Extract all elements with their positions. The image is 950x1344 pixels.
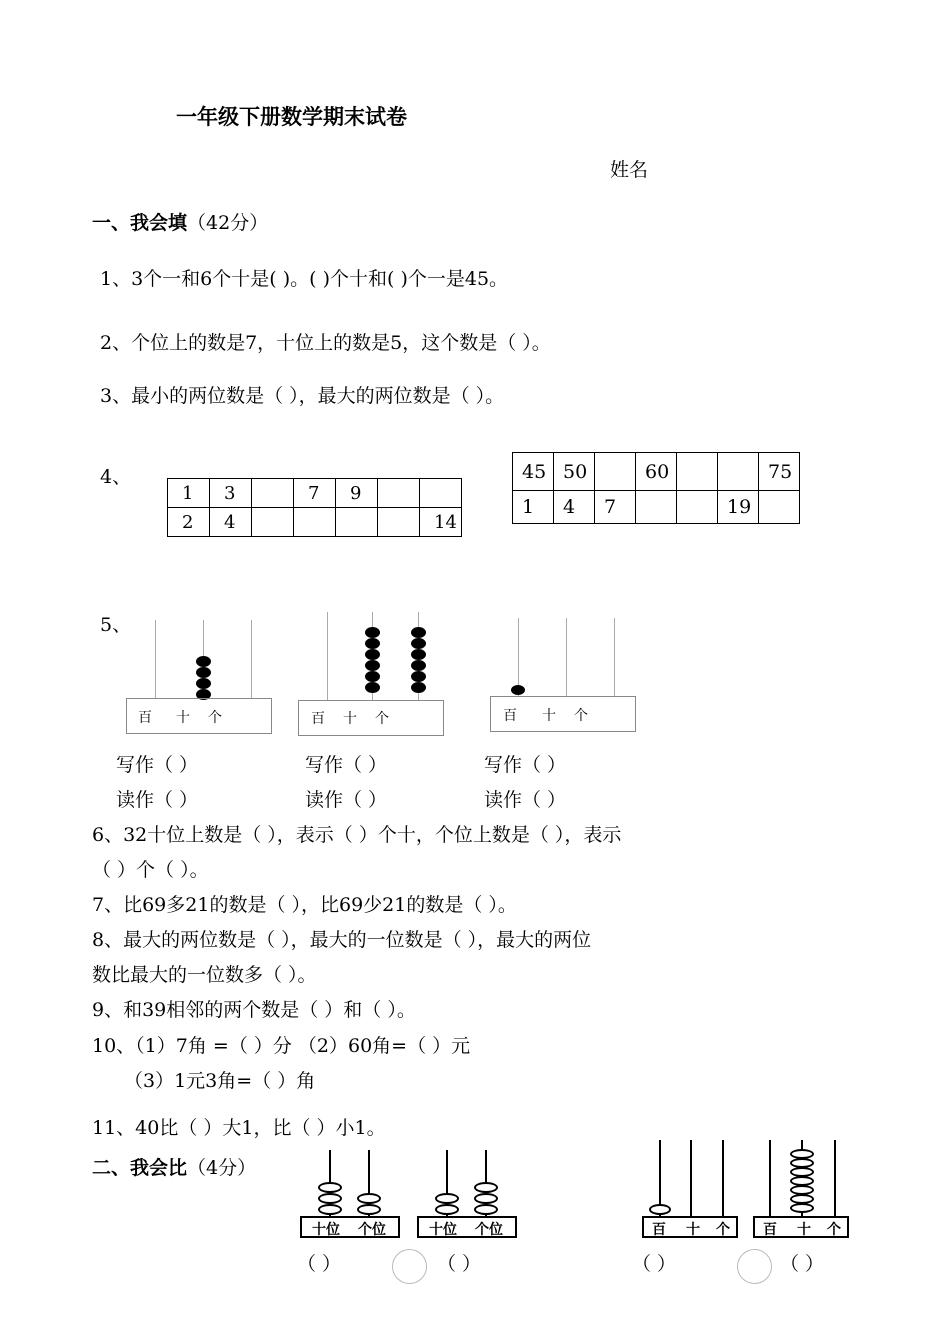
abacus-bead bbox=[196, 667, 211, 678]
abacus-base bbox=[753, 1216, 849, 1238]
page-title: 一年级下册数学期末试卷 bbox=[176, 105, 407, 129]
table2-cell: 50 bbox=[554, 453, 595, 491]
abacus-rod bbox=[566, 618, 567, 696]
place-label-hundreds: 百 bbox=[311, 711, 325, 727]
table1-cell: 7 bbox=[294, 479, 336, 508]
abacus-rod bbox=[155, 620, 156, 698]
write-answer-1: 写作（ ） bbox=[116, 754, 199, 776]
write-answer-3: 写作（ ） bbox=[484, 754, 567, 776]
abacus-bead bbox=[365, 649, 380, 660]
question-5-label: 5、 bbox=[100, 614, 132, 636]
compare-answer-3: （ ） bbox=[632, 1253, 677, 1275]
table1-cell bbox=[252, 479, 294, 508]
place-label-ones: 个 bbox=[208, 710, 222, 726]
table1-cell: 9 bbox=[336, 479, 378, 508]
table1-cell: 4 bbox=[210, 508, 252, 537]
abacus-bead bbox=[435, 1193, 459, 1204]
table2-cell bbox=[759, 491, 800, 524]
abacus-base bbox=[300, 1216, 400, 1238]
abacus-rod bbox=[251, 620, 252, 698]
section-2-title: 二、我会比 bbox=[92, 1157, 188, 1179]
table2-row bbox=[513, 453, 800, 491]
question-7: 7、比69多21的数是（ ），比69少21的数是（ ）。 bbox=[92, 894, 517, 916]
name-label: 姓名 bbox=[610, 159, 649, 181]
abacus-bead bbox=[318, 1182, 342, 1193]
read-answer-3: 读作（ ） bbox=[484, 789, 567, 811]
abacus-bead bbox=[365, 627, 380, 638]
abacus-rod bbox=[614, 618, 615, 696]
abacus-rod bbox=[834, 1140, 836, 1216]
section-1-title: 一、我会填 bbox=[92, 212, 188, 234]
abacus-bead bbox=[196, 656, 211, 667]
read-answer-1: 读作（ ） bbox=[116, 789, 199, 811]
compare-answer-2: （ ） bbox=[437, 1253, 482, 1275]
table1-cell: 1 bbox=[168, 479, 210, 508]
table1-row bbox=[168, 479, 462, 508]
abacus-bead bbox=[435, 1204, 459, 1215]
abacus-bead bbox=[365, 682, 380, 693]
abacus-bead bbox=[196, 678, 211, 689]
table1-cell: 14 bbox=[420, 508, 462, 537]
place-label-hundreds: 百 bbox=[763, 1222, 777, 1238]
table1-cell bbox=[252, 508, 294, 537]
question-11: 11、40比（ ）大1，比（ ）小1。 bbox=[92, 1117, 386, 1139]
question-8-line-2: 数比最大的一位数多（ ）。 bbox=[92, 964, 317, 986]
abacus-bead bbox=[411, 638, 426, 649]
abacus-rod bbox=[327, 612, 328, 700]
table2-cell bbox=[677, 491, 718, 524]
abacus-rod bbox=[690, 1140, 692, 1216]
section-2-points: （4分） bbox=[187, 1157, 257, 1179]
compare-answer-1: （ ） bbox=[297, 1253, 342, 1275]
abacus-rod bbox=[722, 1140, 724, 1216]
table2-row bbox=[513, 491, 800, 524]
table1-cell bbox=[378, 479, 420, 508]
place-label-hundreds: 百 bbox=[652, 1222, 666, 1238]
compare-answer-4: （ ） bbox=[780, 1253, 825, 1275]
compare-circle[interactable] bbox=[392, 1249, 427, 1284]
question-4-label: 4、 bbox=[100, 466, 132, 488]
place-label-ones: 个 bbox=[574, 708, 588, 724]
question-1: 1、3个一和6个十是( )。( )个十和( )个一是45。 bbox=[100, 268, 509, 290]
abacus-bead bbox=[365, 638, 380, 649]
place-label-tens: 十 bbox=[542, 708, 556, 724]
place-label-tens: 十 bbox=[686, 1222, 700, 1238]
table2-cell: 4 bbox=[554, 491, 595, 524]
abacus-bead bbox=[411, 682, 426, 693]
section-1-points: （42分） bbox=[187, 212, 269, 234]
question-10-line-2: （3）1元3角=（ ）角 bbox=[124, 1070, 316, 1092]
section-2-heading bbox=[92, 1153, 256, 1180]
table2-cell bbox=[718, 453, 759, 491]
abacus-bead bbox=[411, 627, 426, 638]
table1-cell bbox=[420, 479, 462, 508]
abacus-base bbox=[642, 1216, 738, 1238]
table2-cell: 45 bbox=[513, 453, 554, 491]
table2-cell: 1 bbox=[513, 491, 554, 524]
table1-cell: 3 bbox=[210, 479, 252, 508]
section-1-heading bbox=[92, 208, 268, 235]
read-answer-2: 读作（ ） bbox=[305, 789, 388, 811]
place-label-ones: 个 bbox=[827, 1222, 841, 1238]
place-label-tens: 十 bbox=[343, 711, 357, 727]
abacus-bead bbox=[411, 649, 426, 660]
table2-cell bbox=[595, 453, 636, 491]
abacus-bead bbox=[365, 660, 380, 671]
abacus-bead bbox=[318, 1193, 342, 1204]
table2-cell: 60 bbox=[636, 453, 677, 491]
place-label-ones: 个 bbox=[375, 711, 389, 727]
question-3: 3、最小的两位数是（ ），最大的两位数是（ ）。 bbox=[100, 385, 505, 407]
question-6-line-1: 6、32十位上数是（ ），表示（ ）个十，个位上数是（ ），表示 bbox=[92, 824, 622, 846]
abacus-bead bbox=[411, 660, 426, 671]
table2-cell: 19 bbox=[718, 491, 759, 524]
abacus-bead bbox=[649, 1204, 671, 1215]
table2-cell bbox=[636, 491, 677, 524]
table1-cell bbox=[378, 508, 420, 537]
place-label-ones: 个 bbox=[716, 1222, 730, 1238]
abacus-base bbox=[417, 1216, 517, 1238]
question-6-line-2: （ ）个（ ）。 bbox=[92, 859, 209, 881]
place-label-hundreds: 百 bbox=[138, 710, 152, 726]
abacus-bead bbox=[318, 1204, 342, 1215]
question-10-line-1: 10、（1）7角 =（ ）分 （2）60角=（ ）元 bbox=[92, 1035, 471, 1057]
place-label-ones: 个位 bbox=[475, 1222, 503, 1238]
place-label-ones: 个位 bbox=[358, 1222, 386, 1238]
number-table-small bbox=[167, 478, 462, 537]
write-answer-2: 写作（ ） bbox=[305, 754, 388, 776]
question-9: 9、和39相邻的两个数是（ ）和（ ）。 bbox=[92, 999, 416, 1021]
abacus-bead bbox=[357, 1193, 381, 1204]
abacus-bead bbox=[511, 685, 525, 695]
place-label-tens: 十位 bbox=[429, 1222, 457, 1238]
abacus-bead bbox=[357, 1204, 381, 1215]
place-label-tens: 十 bbox=[797, 1222, 811, 1238]
abacus-bead bbox=[474, 1182, 498, 1193]
table2-cell bbox=[677, 453, 718, 491]
table1-cell bbox=[294, 508, 336, 537]
place-label-tens: 十位 bbox=[312, 1222, 340, 1238]
table1-row bbox=[168, 508, 462, 537]
abacus-bead bbox=[474, 1204, 498, 1215]
abacus-bead bbox=[411, 671, 426, 682]
question-8-line-1: 8、最大的两位数是（ ），最大的一位数是（ ），最大的两位 bbox=[92, 929, 592, 951]
table2-cell: 7 bbox=[595, 491, 636, 524]
table1-cell bbox=[336, 508, 378, 537]
abacus-bead bbox=[790, 1203, 814, 1213]
abacus-bead bbox=[365, 671, 380, 682]
compare-circle[interactable] bbox=[737, 1249, 772, 1284]
number-table-large bbox=[512, 452, 800, 524]
place-label-tens: 十 bbox=[176, 710, 190, 726]
place-label-hundreds: 百 bbox=[503, 708, 517, 724]
abacus-rod bbox=[769, 1140, 771, 1216]
abacus-bead bbox=[474, 1193, 498, 1204]
table1-cell: 2 bbox=[168, 508, 210, 537]
table2-cell: 75 bbox=[759, 453, 800, 491]
question-2: 2、个位上的数是7，十位上的数是5，这个数是（ ）。 bbox=[100, 332, 551, 354]
